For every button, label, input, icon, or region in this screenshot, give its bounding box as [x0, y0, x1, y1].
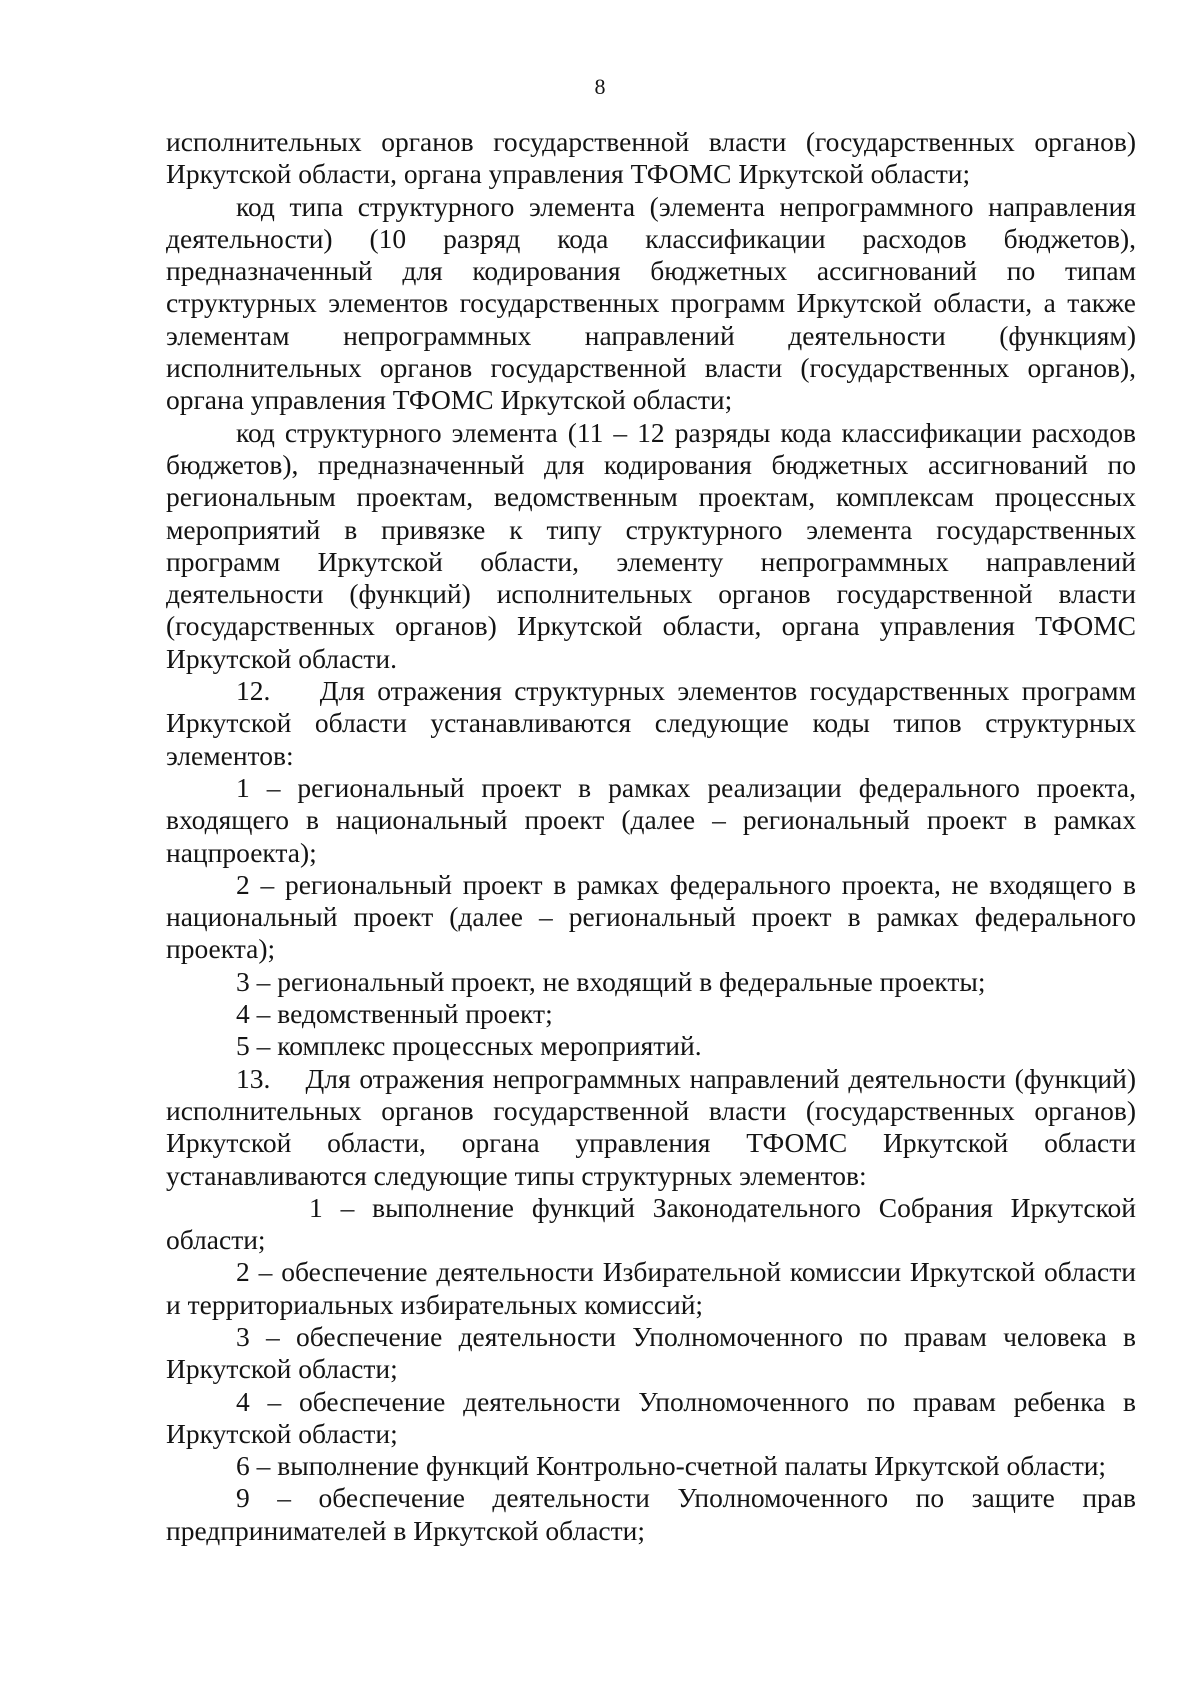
list-item: 3 – региональный проект, не входящий в федеральные проекты;: [236, 965, 986, 997]
page-number: 8: [594, 74, 606, 99]
list-item: 4 – ведомственный проект;: [236, 998, 553, 1030]
list-item: 4 – обеспечение деятельности Уполномоченного по правам ребенка в Иркутской области;: [166, 1385, 1136, 1449]
list-item: 6 – выполнение функций Контрольно-счетной палаты Иркутской области;: [236, 1450, 1107, 1482]
list-item: 9 – обеспечение деятельности Уполномоченного по защите прав предпринимателей в Иркутской области;: [166, 1482, 1136, 1546]
list-item: 3 – обеспечение деятельности Уполномоченного по правам человека в Иркутской области;: [166, 1320, 1136, 1385]
numbered-paragraph-12: 12. Для отражения структурных элементов государственных программ Иркутской области устанавливаются следующие коды типов структурных элементов:: [166, 675, 1136, 771]
list-item: 1 – выполнение функций Законодательного Собрания Иркутской области;: [166, 1191, 1136, 1256]
list-item: 5 – комплекс процессных мероприятий.: [236, 1030, 702, 1062]
list-item: 2 – региональный проект в рамках федерального проекта, не входящего в национальный проект (далее – региональный проект в рамках федерального проекта);: [166, 868, 1136, 965]
list-item: 2 – обеспечение деятельности Избирательной комиссии Иркутской области и территориальных избирательных комиссий;: [166, 1256, 1136, 1320]
list-item: 1 – региональный проект в рамках реализации федерального проекта, входящего в национальный проект (далее – региональный проект в рамках нацпроекта);: [166, 771, 1136, 868]
paragraph: код структурного элемента (11 – 12 разряды кода классификации расходов бюджетов), предназначенный для кодирования бюджетных ассигнований по региональным проектам, ведомственным проектам, комплексам процессных мероприятий в привязке к типу структурного элемента государственных программ Иркутской области, элементу непрограммных направлений деятельности (функций) исполнительных органов государственной власти (государственных органов) Иркутской области, органа управления ТФОМС Иркутской области.: [166, 416, 1136, 674]
numbered-paragraph-13: 13. Для отражения непрограммных направлений деятельности (функций) исполнительных органов государственной власти (государственных органов) Иркутской области, органа управления ТФОМС Иркутской области устанавливаются следующие типы структурных элементов:: [166, 1062, 1136, 1191]
document-body: [166, 126, 1136, 1547]
paragraph: исполнительных органов государственной власти (государственных органов) Иркутской области, органа управления ТФОМС Иркутской области;: [166, 126, 1136, 190]
paragraph: код типа структурного элемента (элемента непрограммного направления деятельности) (10 разряд кода классификации расходов бюджетов), предназначенный для кодирования бюджетных ассигнований по типам структурных элементов государственных программ Иркутской области, а также элементам непрограммных направлений деятельности (функциям) исполнительных органов государственной власти (государственных органов), органа управления ТФОМС Иркутской области;: [166, 190, 1136, 416]
